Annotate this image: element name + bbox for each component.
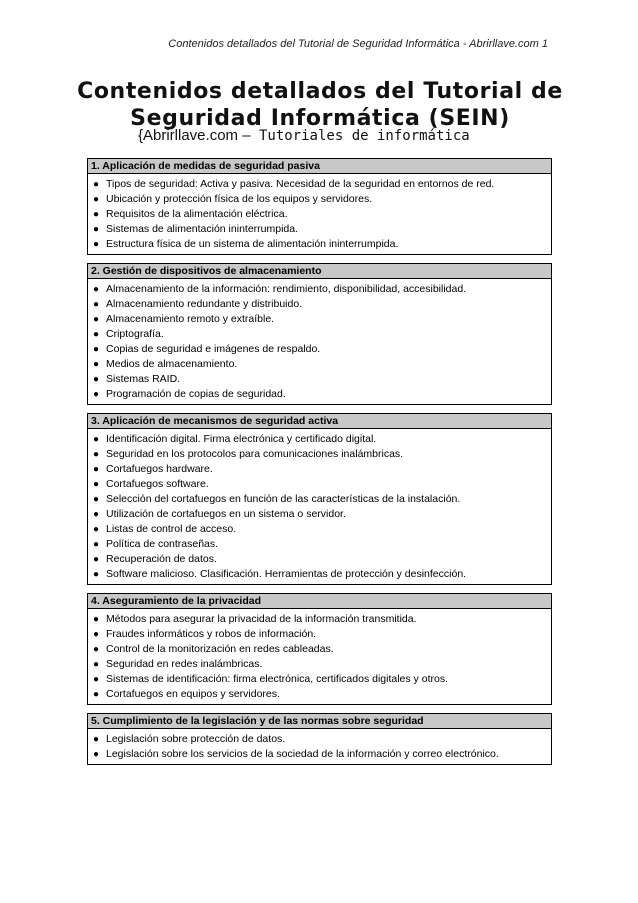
bullet-icon: ● xyxy=(93,299,100,310)
document-title xyxy=(70,78,570,132)
section-header: 5. Cumplimiento de la legislación y de las normas sobre seguridad xyxy=(88,714,551,729)
bullet-icon: ● xyxy=(93,749,100,760)
list-item xyxy=(88,192,551,207)
bullet-icon: ● xyxy=(93,479,100,490)
list-item-text: Métodos para asegurar la privacidad de la información transmitida. xyxy=(106,613,417,625)
bullet-icon: ● xyxy=(93,509,100,520)
section-item-list xyxy=(88,609,551,704)
list-item-text: Listas de control de acceso. xyxy=(106,523,237,535)
list-item xyxy=(88,357,551,372)
bullet-icon: ● xyxy=(93,689,100,700)
list-item xyxy=(88,312,551,327)
bullet-icon: ● xyxy=(93,644,100,655)
list-item xyxy=(88,462,551,477)
list-item-text: Identificación digital. Firma electrónica y certificado digital. xyxy=(106,433,377,445)
list-item-text: Seguridad en los protocolos para comunicaciones inalámbricas. xyxy=(106,448,404,460)
bullet-icon: ● xyxy=(93,359,100,370)
list-item-text: Ubicación y protección física de los equipos y servidores. xyxy=(106,193,373,205)
bullet-icon: ● xyxy=(93,344,100,355)
list-item-text: Control de la monitorización en redes cableadas. xyxy=(106,643,334,655)
list-item-text: Requisitos de la alimentación eléctrica. xyxy=(106,208,288,220)
title-line-1: Contenidos detallados del Tutorial de xyxy=(77,79,563,104)
list-item-text: Sistemas de identificación: firma electrónica, certificados digitales y otros. xyxy=(106,673,448,685)
list-item-text: Almacenamiento remoto y extraíble. xyxy=(106,313,275,325)
list-item xyxy=(88,627,551,642)
list-item-text: Medios de almacenamiento. xyxy=(106,358,238,370)
bullet-icon: ● xyxy=(93,434,100,445)
list-item xyxy=(88,222,551,237)
list-item xyxy=(88,522,551,537)
list-item xyxy=(88,387,551,402)
section-table xyxy=(87,158,552,255)
list-item xyxy=(88,612,551,627)
list-item-text: Estructura física de un sistema de alimentación ininterrumpida. xyxy=(106,238,399,250)
bullet-icon: ● xyxy=(93,464,100,475)
list-item-text: Copias de seguridad e imágenes de respaldo. xyxy=(106,343,321,355)
title-line-2: Seguridad Informática (SEIN) xyxy=(130,106,510,131)
list-item-text: Cortafuegos software. xyxy=(106,478,209,490)
list-item xyxy=(88,207,551,222)
list-item-text: Legislación sobre los servicios de la sociedad de la información y correo electrónico. xyxy=(106,748,499,760)
bullet-icon: ● xyxy=(93,314,100,325)
bullet-icon: ● xyxy=(93,329,100,340)
bullet-icon: ● xyxy=(93,209,100,220)
bullet-icon: ● xyxy=(93,389,100,400)
subtitle-site: {Abrirllave.com – xyxy=(138,127,251,144)
section-table xyxy=(87,713,552,765)
section-table xyxy=(87,413,552,585)
list-item-text: Legislación sobre protección de datos. xyxy=(106,733,286,745)
section-item-list xyxy=(88,429,551,584)
bullet-icon: ● xyxy=(93,449,100,460)
list-item-text: Almacenamiento redundante y distribuido. xyxy=(106,298,303,310)
list-item xyxy=(88,342,551,357)
list-item xyxy=(88,642,551,657)
section-header: 2. Gestión de dispositivos de almacenamiento xyxy=(88,264,551,279)
list-item xyxy=(88,552,551,567)
bullet-icon: ● xyxy=(93,374,100,385)
list-item xyxy=(88,432,551,447)
section-item-list xyxy=(88,279,551,404)
bullet-icon: ● xyxy=(93,569,100,580)
list-item-text: Cortafuegos hardware. xyxy=(106,463,213,475)
bullet-icon: ● xyxy=(93,239,100,250)
list-item xyxy=(88,537,551,552)
bullet-icon: ● xyxy=(93,194,100,205)
list-item xyxy=(88,372,551,387)
section-item-list xyxy=(88,174,551,254)
section-table xyxy=(87,263,552,405)
list-item-text: Tipos de seguridad: Activa y pasiva. Necesidad de la seguridad en entornos de red. xyxy=(106,178,495,190)
list-item-text: Software malicioso. Clasificación. Herramientas de protección y desinfección. xyxy=(106,568,467,580)
list-item xyxy=(88,477,551,492)
sections-container xyxy=(87,158,552,773)
list-item-text: Recuperación de datos. xyxy=(106,553,217,565)
list-item xyxy=(88,282,551,297)
running-header: Contenidos detallados del Tutorial de Seguridad Informática - Abrirllave.com 1 xyxy=(168,38,548,50)
list-item-text: Programación de copias de seguridad. xyxy=(106,388,286,400)
list-item-text: Fraudes informáticos y robos de información. xyxy=(106,628,317,640)
list-item-text: Utilización de cortafuegos en un sistema o servidor. xyxy=(106,508,346,520)
list-item xyxy=(88,732,551,747)
document-subtitle xyxy=(138,127,470,144)
list-item xyxy=(88,567,551,582)
list-item-text: Selección del cortafuegos en función de las características de la instalación. xyxy=(106,493,461,505)
list-item-text: Sistemas de alimentación ininterrumpida. xyxy=(106,223,299,235)
list-item-text: Sistemas RAID. xyxy=(106,373,181,385)
bullet-icon: ● xyxy=(93,614,100,625)
bullet-icon: ● xyxy=(93,179,100,190)
list-item xyxy=(88,672,551,687)
bullet-icon: ● xyxy=(93,494,100,505)
list-item xyxy=(88,492,551,507)
bullet-icon: ● xyxy=(93,524,100,535)
list-item-text: Criptografía. xyxy=(106,328,164,340)
list-item-text: Política de contraseñas. xyxy=(106,538,219,550)
bullet-icon: ● xyxy=(93,554,100,565)
list-item xyxy=(88,447,551,462)
section-header: 4. Aseguramiento de la privacidad xyxy=(88,594,551,609)
section-item-list xyxy=(88,729,551,764)
bullet-icon: ● xyxy=(93,734,100,745)
section-header: 3. Aplicación de mecanismos de seguridad activa xyxy=(88,414,551,429)
list-item-text: Almacenamiento de la información: rendimiento, disponibilidad, accesibilidad. xyxy=(106,283,467,295)
subtitle-tagline: Tutoriales de informática xyxy=(250,128,470,144)
bullet-icon: ● xyxy=(93,539,100,550)
list-item xyxy=(88,507,551,522)
list-item xyxy=(88,177,551,192)
list-item xyxy=(88,657,551,672)
list-item xyxy=(88,687,551,702)
list-item xyxy=(88,237,551,252)
bullet-icon: ● xyxy=(93,629,100,640)
section-table xyxy=(87,593,552,705)
section-header: 1. Aplicación de medidas de seguridad pasiva xyxy=(88,159,551,174)
bullet-icon: ● xyxy=(93,659,100,670)
bullet-icon: ● xyxy=(93,674,100,685)
list-item xyxy=(88,747,551,762)
bullet-icon: ● xyxy=(93,284,100,295)
bullet-icon: ● xyxy=(93,224,100,235)
list-item xyxy=(88,297,551,312)
list-item-text: Cortafuegos en equipos y servidores. xyxy=(106,688,280,700)
list-item-text: Seguridad en redes inalámbricas. xyxy=(106,658,263,670)
list-item xyxy=(88,327,551,342)
